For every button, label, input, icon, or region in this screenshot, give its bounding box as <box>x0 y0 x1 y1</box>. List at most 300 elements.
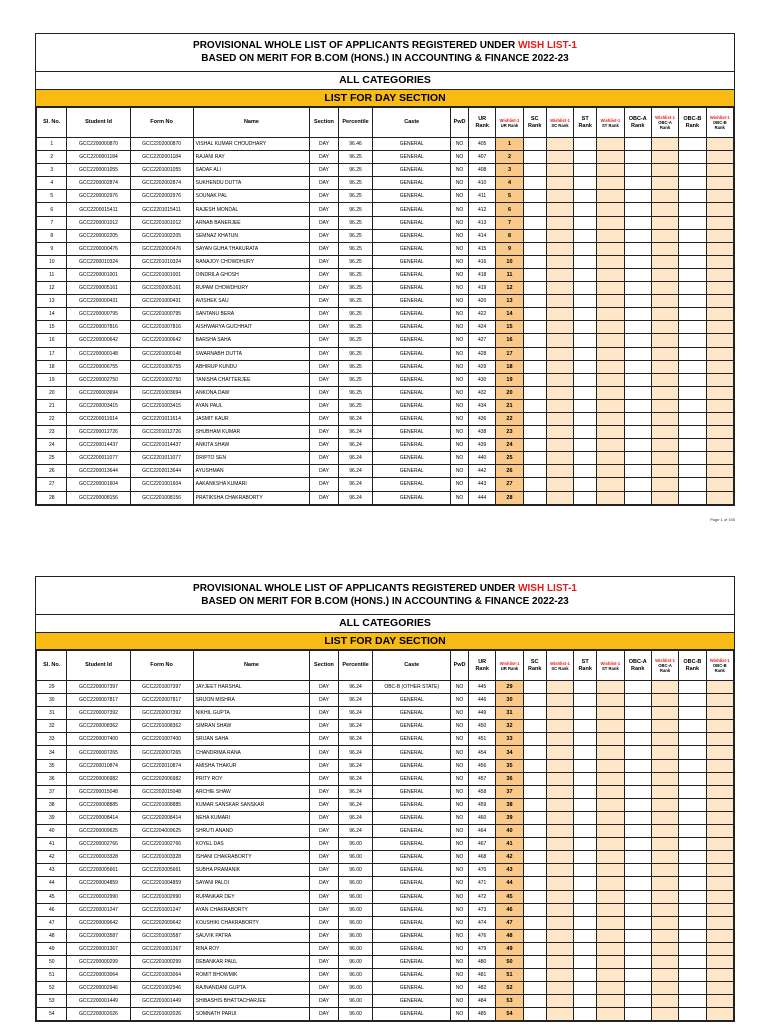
sl-no-cell: 36 <box>37 772 67 785</box>
pwd-cell: NO <box>451 452 469 465</box>
empty-rank-cell <box>624 903 651 916</box>
rank-label: OBC-B Rank <box>712 120 727 130</box>
empty-rank-cell <box>597 164 624 177</box>
empty-rank-cell <box>706 334 733 347</box>
page-footer: Page 1 of 155 <box>710 517 735 522</box>
empty-rank-cell <box>597 955 624 968</box>
empty-rank-cell <box>523 216 546 229</box>
wishlist-ur-rank-cell: 30 <box>496 694 523 707</box>
empty-rank-cell <box>523 295 546 308</box>
sl-no-cell: 15 <box>37 321 67 334</box>
list-header-box <box>35 576 735 1022</box>
section-cell: DAY <box>310 1008 338 1021</box>
name-cell: RAJNANDANI GUPTA <box>193 982 310 995</box>
empty-rank-cell <box>706 759 733 772</box>
empty-rank-cell <box>624 694 651 707</box>
empty-rank-cell <box>679 465 706 478</box>
sl-no-cell: 51 <box>37 969 67 982</box>
table-row <box>37 890 734 903</box>
percentile-cell: 96.24 <box>338 707 373 720</box>
empty-rank-cell <box>597 151 624 164</box>
empty-rank-cell <box>597 412 624 425</box>
empty-rank-cell <box>679 811 706 824</box>
empty-rank-cell <box>651 439 678 452</box>
caste-cell: GENERAL <box>373 426 451 439</box>
empty-rank-cell <box>574 877 597 890</box>
caste-cell: GENERAL <box>373 151 451 164</box>
form-no-cell: GCC2201002026 <box>130 1008 193 1021</box>
name-cell: SAYAN GUHA THAKURATA <box>193 242 310 255</box>
section-cell: DAY <box>310 190 338 203</box>
empty-rank-cell <box>574 164 597 177</box>
sl-no-cell: 37 <box>37 785 67 798</box>
empty-rank-cell <box>597 334 624 347</box>
empty-rank-cell <box>546 386 573 399</box>
empty-rank-cell <box>651 164 678 177</box>
wishlist-ur-rank-header <box>496 651 523 681</box>
empty-rank-cell <box>597 877 624 890</box>
st-rank-header: ST Rank <box>574 108 597 138</box>
section-cell: DAY <box>310 229 338 242</box>
form-no-cell: GCC2201011077 <box>130 452 193 465</box>
pwd-cell: NO <box>451 929 469 942</box>
table-row <box>37 838 734 851</box>
empty-rank-cell <box>624 399 651 412</box>
ur-rank-cell: 485 <box>469 1008 496 1021</box>
percentile-cell: 96.00 <box>338 995 373 1008</box>
obca-rank-header: OBC-A Rank <box>624 108 651 138</box>
percentile-cell: 96.00 <box>338 838 373 851</box>
table-row <box>37 373 734 386</box>
student-id-cell: GCC2200011614 <box>67 412 130 425</box>
sl-no-cell: 1 <box>37 138 67 151</box>
empty-rank-cell <box>523 229 546 242</box>
caste-cell: GENERAL <box>373 955 451 968</box>
wishlist-ur-rank-cell: 53 <box>496 995 523 1008</box>
student-id-cell: GCC2200007397 <box>67 681 130 694</box>
wishlist-obcb-rank-header <box>706 108 733 138</box>
form-no-cell: GCC2201002750 <box>130 373 193 386</box>
obcb-rank-header: OBC-B Rank <box>679 108 706 138</box>
empty-rank-cell <box>679 268 706 281</box>
section-cell: DAY <box>310 720 338 733</box>
title-line-1 <box>36 40 734 53</box>
pwd-cell: NO <box>451 177 469 190</box>
empty-rank-cell <box>624 308 651 321</box>
student-id-cell: GCC2200001184 <box>67 151 130 164</box>
caste-cell: GENERAL <box>373 491 451 504</box>
empty-rank-cell <box>523 995 546 1008</box>
percentile-cell: 96.25 <box>338 308 373 321</box>
empty-rank-cell <box>624 334 651 347</box>
section-cell: DAY <box>310 321 338 334</box>
empty-rank-cell <box>546 426 573 439</box>
empty-rank-cell <box>574 772 597 785</box>
ur-rank-cell: 446 <box>469 694 496 707</box>
empty-rank-cell <box>546 138 573 151</box>
percentile-cell: 96.25 <box>338 386 373 399</box>
empty-rank-cell <box>706 164 733 177</box>
empty-rank-cell <box>651 216 678 229</box>
empty-rank-cell <box>706 216 733 229</box>
empty-rank-cell <box>624 811 651 824</box>
sl-no-cell: 32 <box>37 720 67 733</box>
empty-rank-cell <box>624 825 651 838</box>
empty-rank-cell <box>679 825 706 838</box>
caste-cell: GENERAL <box>373 308 451 321</box>
sl-no-cell: 20 <box>37 386 67 399</box>
student-id-cell: GCC2200008362 <box>67 720 130 733</box>
form-no-cell: GCC2201003064 <box>130 969 193 982</box>
empty-rank-cell <box>651 229 678 242</box>
empty-rank-cell <box>523 190 546 203</box>
name-cell: AYAN PAUL <box>193 399 310 412</box>
empty-rank-cell <box>651 694 678 707</box>
sl-no-cell: 28 <box>37 491 67 504</box>
wishlist-ur-rank-cell: 38 <box>496 798 523 811</box>
empty-rank-cell <box>546 255 573 268</box>
empty-rank-cell <box>546 838 573 851</box>
empty-rank-cell <box>574 903 597 916</box>
empty-rank-cell <box>706 177 733 190</box>
wishlist-ur-rank-cell: 23 <box>496 426 523 439</box>
empty-rank-cell <box>546 694 573 707</box>
empty-rank-cell <box>523 255 546 268</box>
empty-rank-cell <box>651 138 678 151</box>
section-header: Section <box>310 651 338 681</box>
pwd-cell: NO <box>451 942 469 955</box>
empty-rank-cell <box>679 308 706 321</box>
empty-rank-cell <box>624 138 651 151</box>
wishlist-ur-rank-cell: 47 <box>496 916 523 929</box>
empty-rank-cell <box>624 282 651 295</box>
section-cell: DAY <box>310 707 338 720</box>
empty-rank-cell <box>546 399 573 412</box>
percentile-cell: 96.25 <box>338 334 373 347</box>
percentile-cell: 96.00 <box>338 864 373 877</box>
table-row <box>37 772 734 785</box>
pwd-cell: NO <box>451 321 469 334</box>
student-id-cell: GCC2200001449 <box>67 995 130 1008</box>
percentile-cell: 96.25 <box>338 268 373 281</box>
empty-rank-cell <box>546 190 573 203</box>
empty-rank-cell <box>574 746 597 759</box>
empty-rank-cell <box>546 681 573 694</box>
empty-rank-cell <box>651 759 678 772</box>
ur-rank-cell: 449 <box>469 707 496 720</box>
empty-rank-cell <box>546 412 573 425</box>
name-cell: JASMIT KAUR <box>193 412 310 425</box>
empty-rank-cell <box>597 733 624 746</box>
empty-rank-cell <box>651 720 678 733</box>
form-no-cell: GCC2201001247 <box>130 903 193 916</box>
table-row <box>37 347 734 360</box>
empty-rank-cell <box>597 811 624 824</box>
empty-rank-cell <box>706 439 733 452</box>
ur-rank-cell: 420 <box>469 295 496 308</box>
percentile-cell: 96.24 <box>338 811 373 824</box>
empty-rank-cell <box>651 347 678 360</box>
section-cell: DAY <box>310 759 338 772</box>
form-no-cell: GCC2201002205 <box>130 229 193 242</box>
empty-rank-cell <box>651 478 678 491</box>
table-row <box>37 969 734 982</box>
empty-rank-cell <box>651 465 678 478</box>
name-cell: RANAJOY CHOWDHURY <box>193 255 310 268</box>
wishlist-ur-rank-cell: 40 <box>496 825 523 838</box>
table-row <box>37 177 734 190</box>
ur-rank-cell: 438 <box>469 426 496 439</box>
form-no-cell: GCC2202007817 <box>130 694 193 707</box>
percentile-cell: 96.24 <box>338 426 373 439</box>
empty-rank-cell <box>523 347 546 360</box>
wishlist-ur-rank-cell: 9 <box>496 242 523 255</box>
empty-rank-cell <box>651 864 678 877</box>
ur-rank-cell: 470 <box>469 864 496 877</box>
name-cell: SHUBHAM KUMAR <box>193 426 310 439</box>
section-cell: DAY <box>310 942 338 955</box>
sl-no-cell: 19 <box>37 373 67 386</box>
name-cell: NEHA KUMARI <box>193 811 310 824</box>
empty-rank-cell <box>597 308 624 321</box>
wishlist-ur-rank-cell: 51 <box>496 969 523 982</box>
empty-rank-cell <box>574 426 597 439</box>
empty-rank-cell <box>624 412 651 425</box>
form-no-cell: GCC2201007816 <box>130 321 193 334</box>
name-cell: DEBANKAR PAUL <box>193 955 310 968</box>
percentile-cell: 96.25 <box>338 242 373 255</box>
empty-rank-cell <box>679 151 706 164</box>
student-id-cell: GCC2200003694 <box>67 386 130 399</box>
percentile-cell: 96.25 <box>338 321 373 334</box>
empty-rank-cell <box>651 733 678 746</box>
section-cell: DAY <box>310 412 338 425</box>
caste-cell: GENERAL <box>373 825 451 838</box>
empty-rank-cell <box>679 1008 706 1021</box>
sl-no-cell: 53 <box>37 995 67 1008</box>
empty-rank-cell <box>597 321 624 334</box>
table-row <box>37 360 734 373</box>
rank-label: SC Rank <box>551 122 569 128</box>
empty-rank-cell <box>546 720 573 733</box>
caste-cell: GENERAL <box>373 877 451 890</box>
name-cell: ARNAB BANERJEE <box>193 216 310 229</box>
empty-rank-cell <box>597 138 624 151</box>
empty-rank-cell <box>546 929 573 942</box>
empty-rank-cell <box>679 746 706 759</box>
empty-rank-cell <box>546 942 573 955</box>
percentile-cell: 96.25 <box>338 360 373 373</box>
empty-rank-cell <box>597 268 624 281</box>
caste-cell: GENERAL <box>373 334 451 347</box>
percentile-cell: 96.25 <box>338 347 373 360</box>
sl-no-cell: 16 <box>37 334 67 347</box>
empty-rank-cell <box>523 491 546 504</box>
name-cell: SRIJON MISHRA <box>193 694 310 707</box>
empty-rank-cell <box>574 733 597 746</box>
list-title <box>36 577 734 615</box>
pwd-cell: NO <box>451 295 469 308</box>
empty-rank-cell <box>546 825 573 838</box>
pwd-cell: NO <box>451 138 469 151</box>
empty-rank-cell <box>523 151 546 164</box>
ur-rank-cell: 467 <box>469 838 496 851</box>
caste-cell: GENERAL <box>373 772 451 785</box>
ur-rank-cell: 411 <box>469 190 496 203</box>
wishlist-ur-rank-cell: 46 <box>496 903 523 916</box>
sl-no-cell: 21 <box>37 399 67 412</box>
caste-cell: GENERAL <box>373 720 451 733</box>
empty-rank-cell <box>624 877 651 890</box>
rank-label: UR Rank <box>500 665 519 671</box>
title-prefix: PROVISIONAL WHOLE LIST OF APPLICANTS REGISTERED UNDER <box>193 40 519 51</box>
table-row <box>37 733 734 746</box>
name-cell: ANKITA SHAW <box>193 439 310 452</box>
empty-rank-cell <box>706 308 733 321</box>
rank-label: UR Rank <box>500 122 519 128</box>
empty-rank-cell <box>546 268 573 281</box>
empty-rank-cell <box>624 707 651 720</box>
empty-rank-cell <box>574 360 597 373</box>
pwd-cell: NO <box>451 334 469 347</box>
wishlist-ur-rank-cell: 10 <box>496 255 523 268</box>
pwd-cell: NO <box>451 465 469 478</box>
form-no-cell: GCC2201000431 <box>130 295 193 308</box>
section-cell: DAY <box>310 838 338 851</box>
ur-rank-cell: 412 <box>469 203 496 216</box>
empty-rank-cell <box>706 452 733 465</box>
empty-rank-cell <box>679 720 706 733</box>
empty-rank-cell <box>546 851 573 864</box>
caste-cell: GENERAL <box>373 373 451 386</box>
empty-rank-cell <box>706 916 733 929</box>
caste-cell: GENERAL <box>373 203 451 216</box>
section-cell: DAY <box>310 439 338 452</box>
empty-rank-cell <box>679 360 706 373</box>
empty-rank-cell <box>651 426 678 439</box>
ur-rank-cell: 458 <box>469 785 496 798</box>
percentile-cell: 96.24 <box>338 452 373 465</box>
wishlist-ur-rank-cell: 11 <box>496 268 523 281</box>
ur-rank-cell: 427 <box>469 334 496 347</box>
empty-rank-cell <box>546 707 573 720</box>
empty-rank-cell <box>546 995 573 1008</box>
empty-rank-cell <box>624 929 651 942</box>
sl-no-cell: 54 <box>37 1008 67 1021</box>
table-row <box>37 491 734 504</box>
pwd-cell: NO <box>451 255 469 268</box>
section-cell: DAY <box>310 825 338 838</box>
empty-rank-cell <box>706 864 733 877</box>
caste-header: Caste <box>373 651 451 681</box>
percentile-cell: 96.00 <box>338 916 373 929</box>
empty-rank-cell <box>651 308 678 321</box>
empty-rank-cell <box>546 321 573 334</box>
table-row <box>37 308 734 321</box>
empty-rank-cell <box>706 426 733 439</box>
name-cell: AYUSHMAN <box>193 465 310 478</box>
empty-rank-cell <box>679 916 706 929</box>
caste-cell: GENERAL <box>373 412 451 425</box>
empty-rank-cell <box>651 811 678 824</box>
pwd-cell: NO <box>451 681 469 694</box>
ur-rank-cell: 416 <box>469 255 496 268</box>
section-cell: DAY <box>310 308 338 321</box>
empty-rank-cell <box>546 916 573 929</box>
name-cell: KOUSHIKI CHAKRABORTY <box>193 916 310 929</box>
percentile-cell: 96.24 <box>338 798 373 811</box>
empty-rank-cell <box>624 164 651 177</box>
empty-rank-cell <box>706 877 733 890</box>
empty-rank-cell <box>679 798 706 811</box>
form-no-cell: GCC2201000795 <box>130 308 193 321</box>
percentile-cell: 96.24 <box>338 465 373 478</box>
empty-rank-cell <box>574 321 597 334</box>
empty-rank-cell <box>574 268 597 281</box>
empty-rank-cell <box>597 759 624 772</box>
empty-rank-cell <box>651 877 678 890</box>
student-id-cell: GCC2200001012 <box>67 216 130 229</box>
empty-rank-cell <box>706 720 733 733</box>
caste-cell: GENERAL <box>373 399 451 412</box>
student-id-cell: GCC2200013644 <box>67 465 130 478</box>
empty-rank-cell <box>523 334 546 347</box>
empty-rank-cell <box>706 694 733 707</box>
empty-rank-cell <box>546 903 573 916</box>
empty-rank-cell <box>624 268 651 281</box>
name-cell: SWARNABH DUTTA <box>193 347 310 360</box>
table-row <box>37 825 734 838</box>
pwd-cell: NO <box>451 190 469 203</box>
empty-rank-cell <box>574 465 597 478</box>
empty-rank-cell <box>546 439 573 452</box>
form-no-cell: GCC2202000870 <box>130 138 193 151</box>
empty-rank-cell <box>574 255 597 268</box>
sl-no-cell: 44 <box>37 877 67 890</box>
empty-rank-cell <box>523 373 546 386</box>
empty-rank-cell <box>651 255 678 268</box>
ur-rank-cell: 413 <box>469 216 496 229</box>
empty-rank-cell <box>574 785 597 798</box>
name-cell: CHANDRIMA RANA <box>193 746 310 759</box>
table-row <box>37 942 734 955</box>
caste-cell: GENERAL <box>373 386 451 399</box>
student-id-header: Student Id <box>67 651 130 681</box>
empty-rank-cell <box>706 255 733 268</box>
empty-rank-cell <box>523 138 546 151</box>
empty-rank-cell <box>706 282 733 295</box>
empty-rank-cell <box>624 465 651 478</box>
ur-rank-cell: 479 <box>469 942 496 955</box>
title-line-2: BASED ON MERIT FOR B.COM (HONS.) IN ACCOUNTING & FINANCE 2022-23 <box>201 52 569 64</box>
name-cell: SUBHA PRAMANIK <box>193 864 310 877</box>
ur-rank-cell: 410 <box>469 177 496 190</box>
empty-rank-cell <box>574 334 597 347</box>
empty-rank-cell <box>597 242 624 255</box>
applicants-table <box>36 107 734 505</box>
empty-rank-cell <box>651 373 678 386</box>
empty-rank-cell <box>624 942 651 955</box>
empty-rank-cell <box>597 452 624 465</box>
empty-rank-cell <box>679 929 706 942</box>
empty-rank-cell <box>706 321 733 334</box>
pwd-cell: NO <box>451 864 469 877</box>
caste-cell: GENERAL <box>373 903 451 916</box>
name-cell: OINDRILA GHOSH <box>193 268 310 281</box>
empty-rank-cell <box>574 203 597 216</box>
empty-rank-cell <box>574 308 597 321</box>
empty-rank-cell <box>624 916 651 929</box>
